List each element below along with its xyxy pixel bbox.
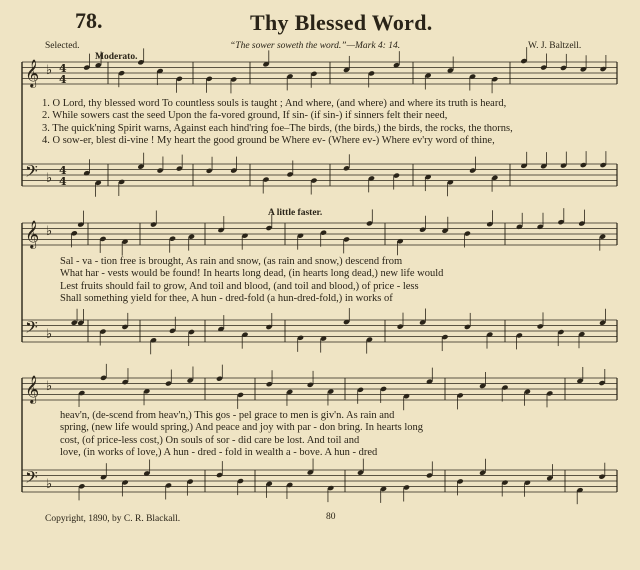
time-signature: 4 bbox=[59, 73, 67, 86]
treble-clef: 𝄞 bbox=[25, 59, 40, 87]
verse-line: love, (in works of love,) A hun - dred - fold in wealth a - bove. A hun - dred bbox=[60, 447, 378, 459]
flat-key-signature: ♭ bbox=[46, 63, 53, 78]
page-number: 80 bbox=[326, 512, 336, 522]
bass-clef: 𝄢 bbox=[25, 161, 38, 185]
flat-key-signature: ♭ bbox=[46, 477, 53, 492]
verse-line: 1. O Lord, thy blessed word To countless souls is taught ; And where, (and where) and where its truth is heard, bbox=[42, 98, 507, 109]
treble-clef: 𝄞 bbox=[25, 220, 40, 248]
hymn-number: 78. bbox=[75, 8, 103, 33]
verse-line: What har - vests would be found! In hearts long dead, (in hearts long dead,) new life would bbox=[60, 268, 444, 280]
verse-line: heav'n, (de-scend from heav'n,) This gos - pel grace to men is giv'n. As rain and bbox=[60, 410, 395, 421]
tempo-faster: A little faster. bbox=[268, 208, 323, 218]
epigraph: “The sower soweth the word.”—Mark 4: 14. bbox=[230, 41, 401, 51]
hymn-title: Thy Blessed Word. bbox=[250, 10, 433, 35]
time-signature: 4 bbox=[59, 62, 67, 75]
composer: W. J. Baltzell. bbox=[528, 41, 582, 51]
verse-line: Shall something yield for thee, A hun - dred-fold (a hun-dred-fold,) in works of bbox=[60, 293, 393, 305]
verse-line: 4. O sow-er, blest di-vine ! My heart the good ground be Where ev- (Where ev-) Where ev'ry word of thine, bbox=[42, 135, 495, 147]
flat-key-signature: ♭ bbox=[46, 171, 53, 186]
verse-line: Lest fruits should fail to grow, And toil and blood, (and toil and blood,) of price - less bbox=[60, 280, 419, 292]
copyright: Copyright, 1890, by C. R. Blackall. bbox=[45, 514, 181, 524]
flat-key-signature: ♭ bbox=[46, 327, 53, 342]
verse-line: spring, (new life would spring,) And peace and joy with par - don bring. In hearts long bbox=[60, 422, 424, 434]
bass-clef: 𝄢 bbox=[25, 467, 38, 491]
verse-line: Sal - va - tion free is brought, As rain and snow, (as rain and snow,) descend from bbox=[60, 256, 403, 267]
time-signature: 4 bbox=[59, 175, 67, 188]
source-label: Selected. bbox=[45, 41, 80, 51]
flat-key-signature: ♭ bbox=[46, 224, 53, 239]
treble-clef: 𝄞 bbox=[25, 375, 40, 403]
bass-clef: 𝄢 bbox=[25, 317, 38, 341]
verse-line: 2. While sowers cast the seed Upon the fa-vored ground, If sin- (if sin-) if sinners felt their need, bbox=[42, 110, 448, 122]
verse-line: 3. The quick'ning Spirit warns, Against each hind'ring foe–The birds, (the birds,) the birds, the rocks, the thorns, bbox=[42, 122, 513, 134]
verse-line: cost, (of price-less cost,) On souls of sor - did care be lost. And toil and bbox=[60, 434, 360, 446]
time-signature: 4 bbox=[59, 164, 67, 177]
tempo-moderato: Moderato. bbox=[95, 52, 138, 62]
flat-key-signature: ♭ bbox=[46, 379, 53, 394]
